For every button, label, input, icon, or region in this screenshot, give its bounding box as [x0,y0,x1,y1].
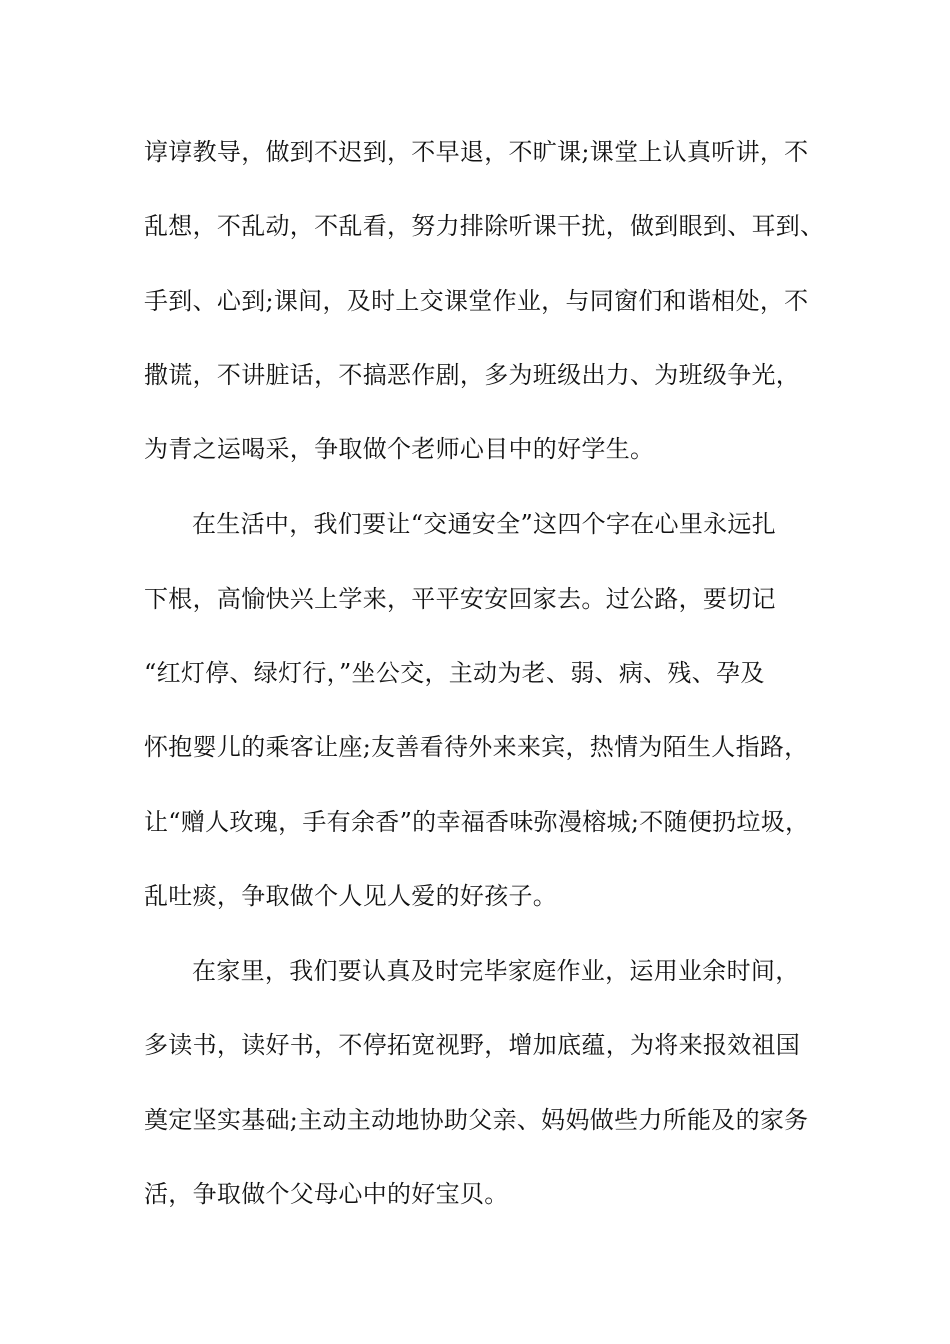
paragraph-first-line: 在生活中，我们要让“交通安全”这四个字在心里永远扎 [192,510,777,538]
text-line: 谆谆教导，做到不迟到，不早退，不旷课;课堂上认真听讲，不 [144,138,809,166]
text-line: 手到、心到;课间，及时上交课堂作业，与同窗们和谐相处，不 [144,287,809,315]
text-line: 下根，高愉快兴上学来，平平安安回家去。过公路，要切记 [144,585,776,613]
text-line: 让“赠人玫瑰，手有余香”的幸福香味弥漫榕城;不随便扔垃圾， [144,808,810,836]
text-line: “红灯停、绿灯行，”坐公交，主动为老、弱、病、残、孕及 [144,659,765,687]
text-line: 乱想，不乱动，不乱看，努力排除听课干扰，做到眼到、耳到、 [144,212,825,240]
text-line: 为青之运喝采，争取做个老师心目中的好学生。 [144,435,655,463]
text-line: 多读书，读好书，不停拓宽视野，增加底蕴，为将来报效祖国 [144,1031,801,1059]
text-line: 怀抱婴儿的乘客让座;友善看待外来来宾，热情为陌生人指路， [144,733,809,761]
text-line: 活，争取做个父母心中的好宝贝。 [144,1180,509,1208]
text-line: 奠定坚实基础;主动主动地协助父亲、妈妈做些力所能及的家务 [144,1106,809,1134]
paragraph-first-line: 在家里，我们要认真及时完毕家庭作业，运用业余时间， [192,957,800,985]
text-line: 乱吐痰，争取做个人见人爱的好孩子。 [144,882,558,910]
text-line: 撒谎，不讲脏话，不搞恶作剧，多为班级出力、为班级争光， [144,361,801,389]
